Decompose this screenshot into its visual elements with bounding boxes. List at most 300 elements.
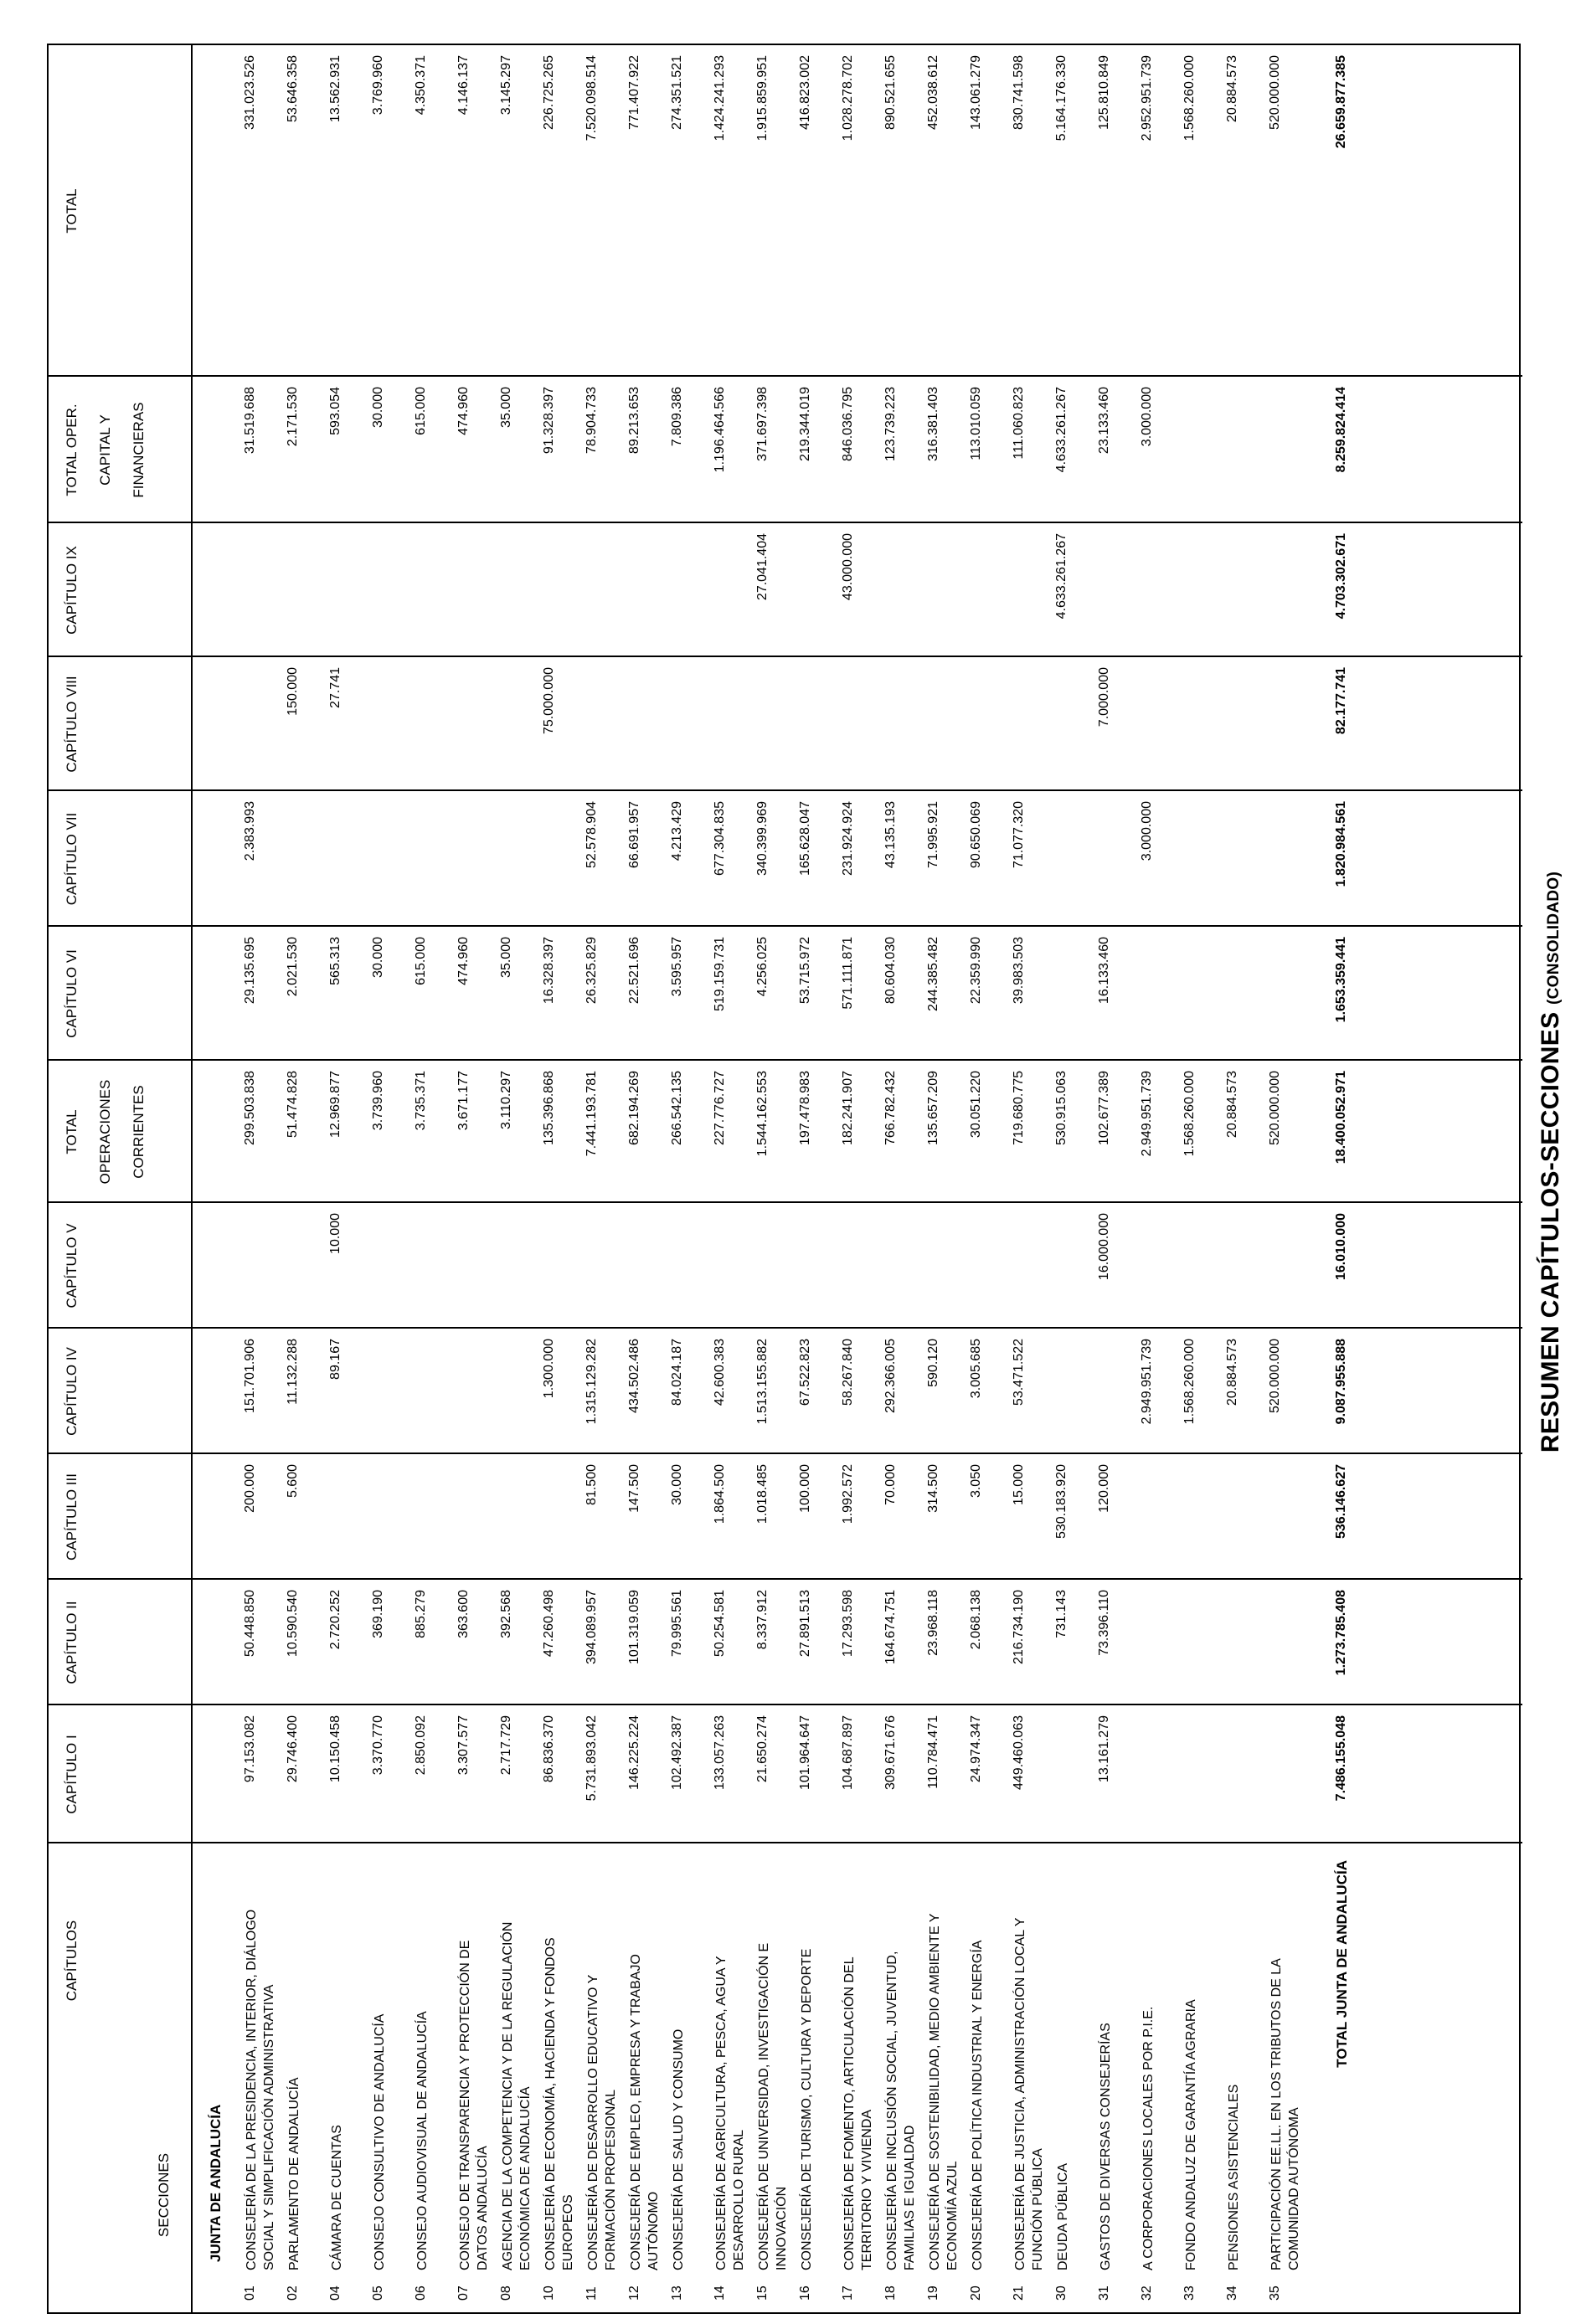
section-code: 07 (456, 2285, 471, 2301)
cell-value: 474.960 (456, 387, 471, 435)
column-header-11: FINANCIERAS (131, 402, 147, 498)
cell-value: 1.018.485 (755, 1464, 770, 1524)
cell-value: 830.741.598 (1012, 55, 1026, 130)
cell-value: 102.677.389 (1097, 1071, 1111, 1145)
cell-value: 20.884.573 (1225, 1339, 1239, 1406)
cell-value: 10.150.458 (328, 1715, 342, 1783)
column-separator (49, 1704, 1522, 1705)
cell-value: 449.460.063 (1012, 1715, 1026, 1790)
cell-value: 394.089.957 (584, 1590, 599, 1664)
cell-value: 52.578.904 (584, 801, 599, 869)
section-name: SOCIAL Y SIMPLIFICACIÓN ADMINISTRATIVA (262, 1984, 276, 2270)
cell-value: 331.023.526 (243, 55, 257, 130)
section-code: 18 (883, 2285, 898, 2301)
cell-value: 316.381.403 (926, 387, 940, 461)
cell-value: 79.995.561 (670, 1590, 684, 1658)
section-name: CONSEJERÍA DE POLÍTICA INDUSTRIAL Y ENERGÍA (971, 1940, 985, 2270)
section-name: CONSEJERÍA DE JUSTICIA, ADMINISTRACIÓN LOCAL Y (1013, 1917, 1027, 2270)
section-name: CONSEJERÍA DE SALUD Y CONSUMO (672, 2028, 686, 2270)
cell-value: 58.267.840 (841, 1339, 855, 1406)
cell-value: 101.319.059 (627, 1590, 641, 1664)
section-name: ECONOMÍA AZUL (945, 2161, 960, 2270)
cell-value: 4.213.429 (670, 801, 684, 861)
section-code: 15 (755, 2285, 770, 2301)
cell-value: 86.836.370 (542, 1715, 556, 1783)
cell-value: 590.120 (926, 1339, 940, 1387)
cell-value: 30.000 (371, 387, 385, 428)
cell-value: 571.111.871 (841, 937, 855, 1010)
section-name: CONSEJERÍA DE INCLUSIÓN SOCIAL, JUVENTUD, (885, 1951, 899, 2270)
section-name: CONSEJERÍA DE SOSTENIBILIDAD, MEDIO AMBIENTE Y (928, 1913, 942, 2270)
cell-value: 71.995.921 (926, 801, 940, 869)
cell-value: 80.604.030 (883, 937, 898, 1005)
cell-value: 3.000.000 (1140, 801, 1154, 861)
cell-value: 5.600 (286, 1464, 300, 1499)
cell-value: 3.671.177 (456, 1071, 471, 1131)
total-value: 536.146.627 (1334, 1464, 1348, 1539)
cell-value: 31.519.688 (243, 387, 257, 455)
page-title (1537, 0, 1565, 2324)
column-separator (49, 1327, 1522, 1329)
cell-value: 10.590.540 (286, 1590, 300, 1658)
section-name: ECONÓMICA DE ANDALUCÍA (518, 2086, 533, 2270)
title-text: RESUMEN CAPÍTULOS-SECCIONES (1537, 1011, 1564, 1453)
column-separator (49, 656, 1522, 657)
cell-value: 123.739.223 (883, 387, 898, 461)
cell-value: 165.628.047 (798, 801, 812, 876)
cell-value: 29.135.695 (243, 937, 257, 1005)
cell-value: 226.725.265 (542, 55, 556, 130)
cell-value: 1.544.162.553 (755, 1071, 770, 1157)
cell-value: 3.050 (969, 1464, 983, 1499)
cell-value: 35.000 (499, 387, 513, 428)
column-header-6: TOTAL (64, 1109, 80, 1154)
cell-value: 766.782.432 (883, 1071, 898, 1145)
cell-value: 244.385.482 (926, 937, 940, 1011)
column-header-10: CAPÍTULO IX (64, 546, 80, 635)
cell-value: 1.864.500 (713, 1464, 727, 1524)
column-separator (49, 1578, 1522, 1580)
cell-value: 182.241.907 (841, 1071, 855, 1145)
section-name: GASTOS DE DIVERSAS CONSEJERÍAS (1099, 2023, 1113, 2270)
section-code: 17 (841, 2285, 855, 2301)
cell-value: 1.424.241.293 (713, 55, 727, 141)
cell-value: 274.351.521 (670, 55, 684, 130)
cell-value: 51.474.828 (286, 1071, 300, 1139)
group-label: JUNTA DE ANDALUCÍA (208, 2104, 224, 2262)
section-name: PARLAMENTO DE ANDALUCÍA (287, 2077, 301, 2270)
cell-value: 97.153.082 (243, 1715, 257, 1783)
section-name: DEUDA PÚBLICA (1056, 2162, 1070, 2270)
cell-value: 10.000 (328, 1213, 342, 1254)
cell-value: 100.000 (798, 1464, 812, 1513)
cell-value: 2.952.951.739 (1140, 55, 1154, 141)
cell-value: 216.734.190 (1012, 1590, 1026, 1664)
cell-value: 3.769.960 (371, 55, 385, 116)
cell-value: 3.735.371 (414, 1071, 428, 1131)
cell-value: 2.850.092 (414, 1715, 428, 1776)
section-code: 08 (499, 2285, 513, 2301)
cell-value: 2.068.138 (969, 1590, 983, 1650)
cell-value: 314.500 (926, 1464, 940, 1513)
section-name: CONSEJERÍA DE TURISMO, CULTURA Y DEPORTE (800, 1948, 814, 2270)
section-name: CONSEJERÍA DE LA PRESIDENCIA, INTERIOR, DIÁLOGO (245, 1909, 259, 2270)
cell-value: 1.513.155.882 (755, 1339, 770, 1425)
cell-value: 369.190 (371, 1590, 385, 1638)
cell-value: 682.194.269 (627, 1071, 641, 1145)
header-separator (191, 45, 193, 2312)
cell-value: 147.500 (627, 1464, 641, 1513)
cell-value: 53.471.522 (1012, 1339, 1026, 1406)
cell-value: 474.960 (456, 937, 471, 985)
cell-value: 520.000.000 (1268, 55, 1282, 130)
column-header-1: CAPÍTULO I (64, 1735, 80, 1814)
cell-value: 416.823.002 (798, 55, 812, 130)
section-name: CONSEJO DE TRANSPARENCIA Y PROTECCIÓN DE (458, 1940, 472, 2270)
cell-value: 13.562.931 (328, 55, 342, 123)
cell-value: 20.884.573 (1225, 55, 1239, 123)
total-value: 16.010.000 (1334, 1213, 1348, 1281)
column-header-5: CAPÍTULO V (64, 1223, 80, 1309)
section-code: 31 (1097, 2285, 1111, 2301)
header-secciones: SECCIONES (156, 2152, 172, 2238)
cell-value: 16.000.000 (1097, 1213, 1111, 1281)
cell-value: 1.992.572 (841, 1464, 855, 1524)
cell-value: 3.000.000 (1140, 387, 1154, 447)
cell-value: 151.701.906 (243, 1339, 257, 1413)
cell-value: 1.300.000 (542, 1339, 556, 1399)
cell-value: 75.000.000 (542, 667, 556, 735)
total-value: 18.400.052.971 (1334, 1071, 1348, 1165)
cell-value: 30.000 (371, 937, 385, 978)
total-value: 8.259.824.414 (1334, 387, 1348, 473)
cell-value: 520.000.000 (1268, 1339, 1282, 1413)
cell-value: 43.135.193 (883, 801, 898, 869)
cell-value: 27.741 (328, 667, 342, 708)
column-separator (49, 925, 1522, 927)
cell-value: 53.715.972 (798, 937, 812, 1005)
cell-value: 91.328.397 (542, 387, 556, 455)
section-code: 12 (627, 2285, 641, 2301)
cell-value: 1.568.260.000 (1182, 1339, 1197, 1425)
section-name: AUTÓNOMO (646, 2191, 661, 2270)
cell-value: 299.503.838 (243, 1071, 257, 1145)
section-code: 32 (1140, 2285, 1154, 2301)
cell-value: 4.256.025 (755, 937, 770, 997)
cell-value: 135.396.868 (542, 1071, 556, 1145)
column-header-7: CAPÍTULO VI (64, 949, 80, 1038)
section-name: EUROPEOS (561, 2194, 575, 2270)
section-code: 35 (1268, 2285, 1282, 2301)
section-name: COMUNIDAD AUTÓNOMA (1287, 2107, 1301, 2270)
column-header-2: CAPÍTULO II (64, 1601, 80, 1684)
cell-value: 35.000 (499, 937, 513, 978)
section-code: 20 (969, 2285, 983, 2301)
cell-value: 73.396.110 (1097, 1590, 1111, 1656)
total-value: 82.177.741 (1334, 667, 1348, 735)
cell-value: 363.600 (456, 1590, 471, 1638)
cell-value: 29.746.400 (286, 1715, 300, 1783)
section-name: DESARROLLO RURAL (732, 2129, 746, 2270)
total-value: 9.087.955.888 (1334, 1339, 1348, 1425)
section-code: 06 (414, 2285, 428, 2301)
cell-value: 110.784.471 (926, 1715, 940, 1789)
cell-value: 7.520.098.514 (584, 55, 599, 141)
cell-value: 615.000 (414, 387, 428, 435)
cell-value: 16.133.460 (1097, 937, 1111, 1005)
column-header-6: CORRIENTES (131, 1085, 147, 1179)
cell-value: 3.145.297 (499, 55, 513, 116)
section-name: CONSEJERÍA DE EMPLEO, EMPRESA Y TRABAJO (629, 1954, 643, 2270)
cell-value: 2.949.951.739 (1140, 1339, 1154, 1425)
cell-value: 677.304.835 (713, 801, 727, 876)
column-header-12: TOTAL (64, 188, 80, 234)
cell-value: 371.697.398 (755, 387, 770, 461)
cell-value: 846.036.795 (841, 387, 855, 461)
cell-value: 520.000.000 (1268, 1071, 1282, 1145)
cell-value: 17.293.598 (841, 1590, 855, 1658)
cell-value: 20.884.573 (1225, 1071, 1239, 1139)
cell-value: 197.478.983 (798, 1071, 812, 1145)
cell-value: 23.133.460 (1097, 387, 1111, 455)
cell-value: 5.731.893.042 (584, 1715, 599, 1802)
cell-value: 30.000 (670, 1464, 684, 1505)
cell-value: 3.739.960 (371, 1071, 385, 1131)
cell-value: 43.000.000 (841, 533, 855, 601)
cell-value: 47.260.498 (542, 1590, 556, 1658)
cell-value: 89.167 (328, 1339, 342, 1380)
cell-value: 143.061.279 (969, 55, 983, 130)
section-name: CONSEJERÍA DE AGRICULTURA, PESCA, AGUA Y (714, 1956, 729, 2270)
cell-value: 3.370.770 (371, 1715, 385, 1776)
cell-value: 565.313 (328, 937, 342, 985)
cell-value: 133.057.263 (713, 1715, 727, 1790)
cell-value: 309.671.676 (883, 1715, 898, 1790)
cell-value: 3.005.685 (969, 1339, 983, 1399)
cell-value: 3.307.577 (456, 1715, 471, 1776)
cell-value: 13.161.279 (1097, 1715, 1111, 1783)
cell-value: 885.279 (414, 1590, 428, 1638)
cell-value: 890.521.655 (883, 55, 898, 130)
column-header-8: CAPÍTULO VII (64, 812, 80, 906)
column-separator (49, 522, 1522, 523)
cell-value: 7.809.386 (670, 387, 684, 447)
section-name: CONSEJERÍA DE FOMENTO, ARTICULACIÓN DEL (842, 1956, 857, 2270)
section-name: PENSIONES ASISTENCIALES (1227, 2084, 1241, 2270)
cell-value: 593.054 (328, 387, 342, 435)
cell-value: 452.038.612 (926, 55, 940, 130)
column-header-11: TOTAL OPER. (64, 404, 80, 496)
cell-value: 719.680.775 (1012, 1071, 1026, 1145)
cell-value: 2.949.951.739 (1140, 1071, 1154, 1157)
total-value: 1.273.785.408 (1334, 1590, 1348, 1676)
cell-value: 1.568.260.000 (1182, 55, 1197, 141)
cell-value: 50.254.581 (713, 1590, 727, 1658)
cell-value: 90.650.069 (969, 801, 983, 869)
cell-value: 2.021.530 (286, 937, 300, 997)
column-separator (49, 1842, 1522, 1843)
cell-value: 150.000 (286, 667, 300, 716)
cell-value: 227.776.727 (713, 1071, 727, 1145)
cell-value: 21.650.274 (755, 1715, 770, 1783)
cell-value: 16.328.397 (542, 937, 556, 1005)
cell-value: 2.720.252 (328, 1590, 342, 1650)
cell-value: 519.159.731 (713, 937, 727, 1011)
cell-value: 67.522.823 (798, 1339, 812, 1406)
total-value: 7.486.155.048 (1334, 1715, 1348, 1802)
cell-value: 26.325.829 (584, 937, 599, 1005)
section-name: FONDO ANDALUZ DE GARANTÍA AGRARIA (1184, 1999, 1198, 2270)
cell-value: 615.000 (414, 937, 428, 985)
cell-value: 219.344.019 (798, 387, 812, 461)
cell-value: 5.164.176.330 (1054, 55, 1068, 141)
section-name: AGENCIA DE LA COMPETENCIA Y DE LA REGULACIÓN (501, 1921, 515, 2270)
section-name: DATOS ANDALUCÍA (476, 2146, 490, 2270)
cell-value: 146.225.224 (627, 1715, 641, 1790)
cell-value: 111.060.823 (1012, 387, 1026, 460)
cell-value: 4.633.261.267 (1054, 533, 1068, 620)
cell-value: 84.024.187 (670, 1339, 684, 1406)
cell-value: 15.000 (1012, 1464, 1026, 1505)
section-name: FORMACIÓN PROFESIONAL (604, 2089, 618, 2270)
column-separator (49, 1452, 1522, 1454)
column-separator (49, 1201, 1522, 1203)
cell-value: 89.213.653 (627, 387, 641, 455)
column-header-9: CAPÍTULO VIII (64, 676, 80, 773)
total-value: 4.703.302.671 (1334, 533, 1348, 620)
column-separator (49, 1059, 1522, 1061)
cell-value: 125.810.849 (1097, 55, 1111, 130)
cell-value: 27.041.404 (755, 533, 770, 601)
cell-value: 81.500 (584, 1464, 599, 1505)
section-code: 01 (243, 2285, 257, 2301)
cell-value: 39.983.503 (1012, 937, 1026, 1005)
cell-value: 71.077.320 (1012, 801, 1026, 869)
cell-value: 113.010.059 (969, 387, 983, 460)
cell-value: 53.646.358 (286, 55, 300, 123)
section-name: CONSEJERÍA DE DESARROLLO EDUCATIVO Y (586, 1974, 600, 2270)
cell-value: 42.600.383 (713, 1339, 727, 1406)
cell-value: 11.132.288 (286, 1339, 300, 1405)
cell-value: 530.915.063 (1054, 1071, 1068, 1145)
cell-value: 24.974.347 (969, 1715, 983, 1783)
cell-value: 1.196.464.566 (713, 387, 727, 473)
section-name: TERRITORIO Y VIVIENDA (860, 2109, 874, 2270)
cell-value: 1.315.129.282 (584, 1339, 599, 1425)
cell-value: 22.359.990 (969, 937, 983, 1005)
cell-value: 50.448.850 (243, 1590, 257, 1658)
cell-value: 530.183.920 (1054, 1464, 1068, 1539)
cell-value: 4.633.261.267 (1054, 387, 1068, 473)
section-name: INNOVACIÓN (775, 2186, 789, 2270)
cell-value: 266.542.135 (670, 1071, 684, 1145)
cell-value: 231.924.924 (841, 801, 855, 876)
cell-value: 340.399.969 (755, 801, 770, 876)
cell-value: 27.891.513 (798, 1590, 812, 1658)
column-header-4: CAPÍTULO IV (64, 1347, 80, 1436)
section-code: 11 (584, 2286, 599, 2301)
section-code: 34 (1225, 2285, 1239, 2301)
column-header-6: OPERACIONES (97, 1079, 113, 1185)
total-value: 26.659.877.385 (1334, 55, 1348, 149)
cell-value: 2.383.993 (243, 801, 257, 861)
section-code: 19 (926, 2285, 940, 2301)
cell-value: 7.441.193.781 (584, 1071, 599, 1157)
section-code: 30 (1054, 2285, 1068, 2301)
section-code: 16 (798, 2285, 812, 2301)
header-capitulos: CAPÍTULOS (64, 1920, 80, 2002)
section-code: 33 (1182, 2285, 1197, 2301)
cell-value: 164.674.751 (883, 1590, 898, 1664)
cell-value: 4.350.371 (414, 55, 428, 116)
cell-value: 434.502.486 (627, 1339, 641, 1413)
section-code: 04 (328, 2285, 342, 2301)
cell-value: 7.000.000 (1097, 667, 1111, 728)
cell-value: 200.000 (243, 1464, 257, 1513)
subtitle-text: (CONSOLIDADO) (1545, 871, 1563, 1005)
cell-value: 2.171.530 (286, 387, 300, 447)
section-code: 13 (670, 2285, 684, 2301)
section-name: CÁMARA DE CUENTAS (330, 2125, 344, 2270)
cell-value: 66.691.957 (627, 801, 641, 869)
cell-value: 1.915.859.951 (755, 55, 770, 141)
section-code: 10 (542, 2285, 556, 2301)
cell-value: 120.000 (1097, 1464, 1111, 1513)
cell-value: 3.595.957 (670, 937, 684, 997)
cell-value: 78.904.733 (584, 387, 599, 455)
cell-value: 12.969.877 (328, 1071, 342, 1139)
total-value: 1.820.984.561 (1334, 801, 1348, 887)
section-name: CONSEJERÍA DE ECONOMÍA, HACIENDA Y FONDOS (543, 1937, 558, 2270)
cell-value: 101.964.647 (798, 1715, 812, 1790)
section-code: 02 (286, 2285, 300, 2301)
cell-value: 292.366.005 (883, 1339, 898, 1413)
cell-value: 731.143 (1054, 1590, 1068, 1638)
cell-value: 135.657.209 (926, 1071, 940, 1145)
section-code: 14 (713, 2285, 727, 2301)
cell-value: 4.146.137 (456, 55, 471, 116)
section-name: CONSEJO AUDIOVISUAL DE ANDALUCÍA (415, 2011, 430, 2270)
section-name: FUNCIÓN PÚBLICA (1031, 2148, 1045, 2270)
column-separator (49, 375, 1522, 377)
section-name: A CORPORACIONES LOCALES POR P.I.E. (1141, 2006, 1156, 2270)
cell-value: 23.968.118 (926, 1590, 940, 1656)
total-value: 1.653.359.441 (1334, 937, 1348, 1023)
summary-table (47, 44, 1521, 2314)
cell-value: 104.687.897 (841, 1715, 855, 1790)
section-name: PARTICIPACIÓN EE.LL. EN LOS TRIBUTOS DE LA (1269, 1958, 1284, 2270)
cell-value: 2.717.729 (499, 1715, 513, 1776)
cell-value: 8.337.912 (755, 1590, 770, 1650)
section-name: FAMILIAS E IGUALDAD (903, 2125, 917, 2270)
section-name: CONSEJERÍA DE UNIVERSIDAD, INVESTIGACIÓN E (757, 1942, 771, 2270)
cell-value: 30.051.220 (969, 1071, 983, 1139)
cell-value: 392.568 (499, 1590, 513, 1638)
column-header-11: CAPITAL Y (97, 414, 113, 486)
column-header-3: CAPÍTULO III (64, 1473, 80, 1560)
cell-value: 102.492.387 (670, 1715, 684, 1790)
cell-value: 3.110.297 (499, 1071, 513, 1129)
cell-value: 22.521.696 (627, 937, 641, 1005)
cell-value: 1.028.278.702 (841, 55, 855, 141)
cell-value: 70.000 (883, 1464, 898, 1505)
section-code: 21 (1012, 2285, 1026, 2301)
column-separator (49, 789, 1522, 791)
section-name: CONSEJO CONSULTIVO DE ANDALUCÍA (373, 2013, 387, 2270)
total-label: TOTAL JUNTA DE ANDALUCÍA (1334, 1860, 1350, 2068)
section-code: 05 (371, 2285, 385, 2301)
cell-value: 1.568.260.000 (1182, 1071, 1197, 1157)
